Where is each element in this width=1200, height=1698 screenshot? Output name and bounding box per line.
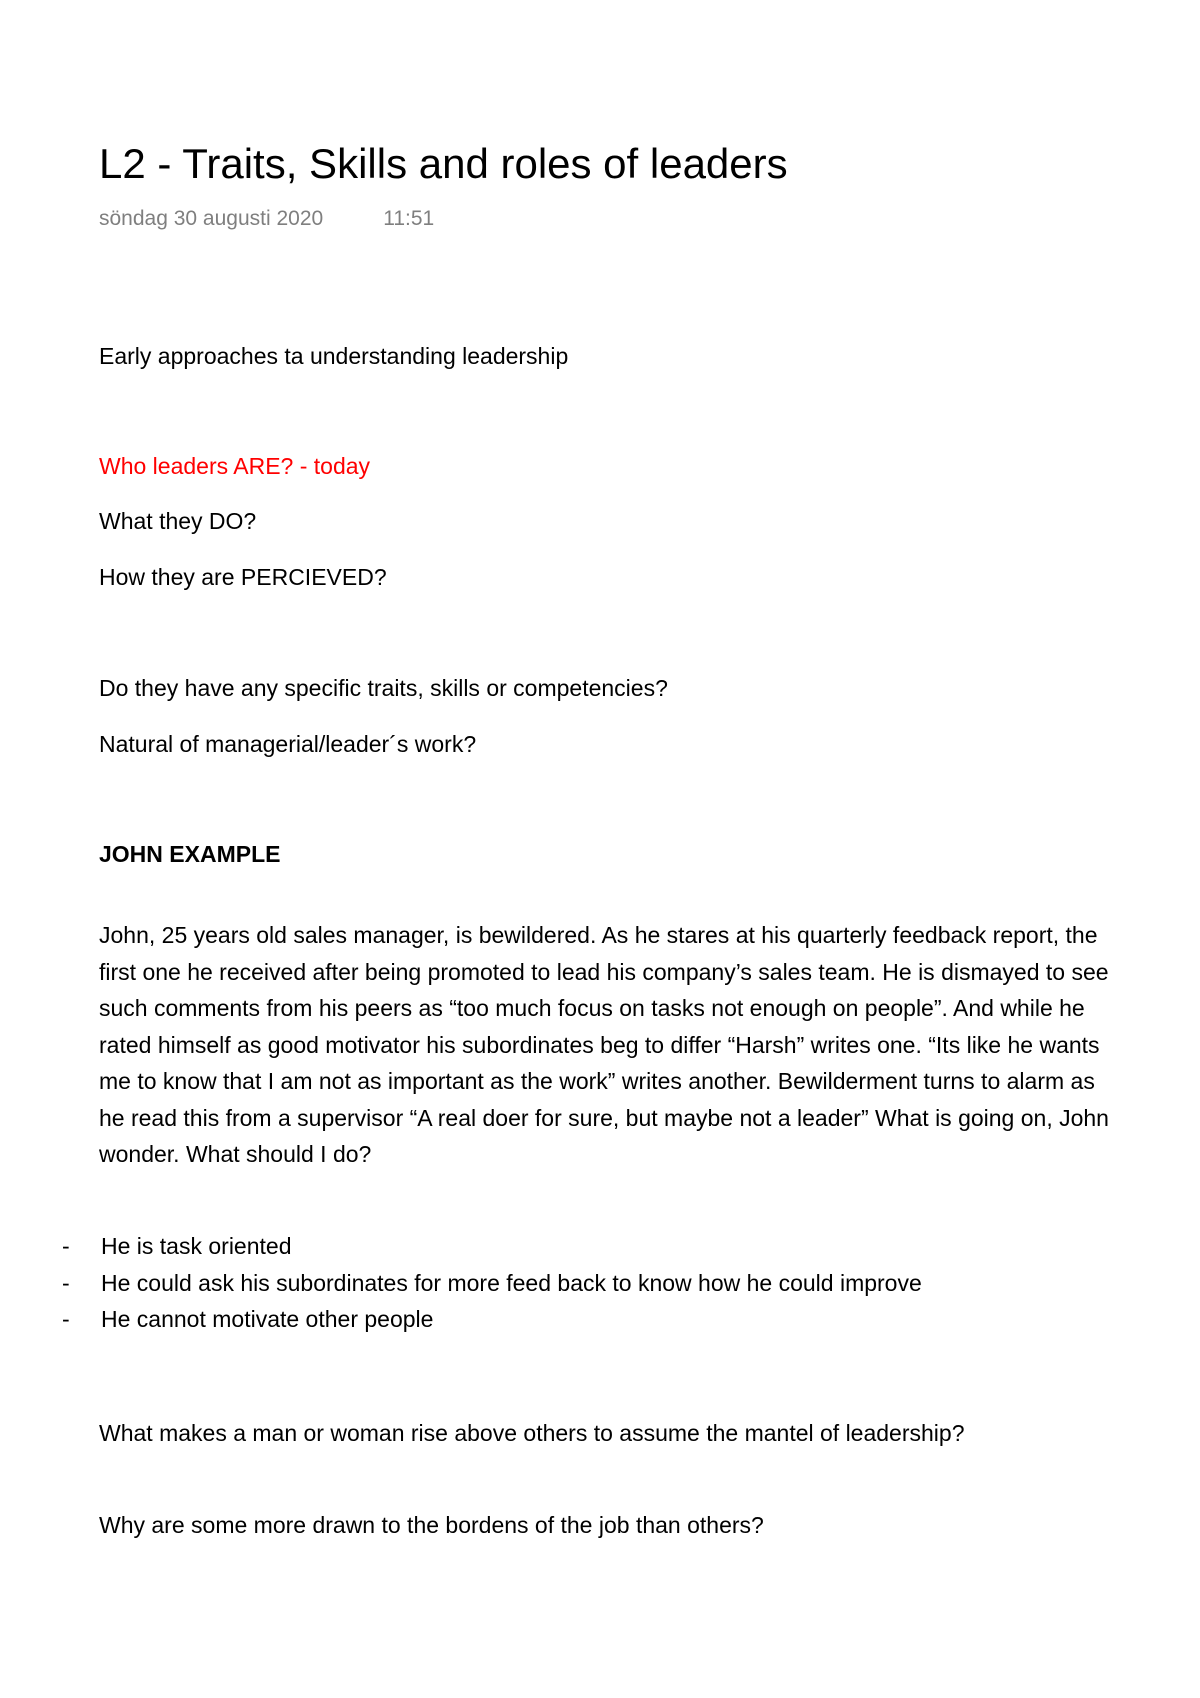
note-time: 11:51: [383, 207, 435, 230]
list-item: [60, 1301, 922, 1338]
answer-list: [60, 1228, 922, 1338]
example-paragraph: John, 25 years old sales manager, is bewildered. As he stares at his quarterly feedback report, the first one he received after being promoted to lead his company’s sales team. He is dismayed to see such comments from his peers as “too much focus on tasks not enough on people”. And while he rated himself as good motivator his subordinates beg to differ “Harsh” writes one. “Its like he wants me to know that I am not as important as the work” writes another. Bewilderment turns to alarm as he read this from a supervisor “A real doer for sure, but maybe not a leader” What is going on, John wonder. What should I do?: [99, 922, 1109, 1167]
list-item-text: He is task oriented: [101, 1233, 292, 1259]
list-item: [60, 1228, 922, 1265]
bullet-dash: -: [62, 1269, 70, 1296]
list-item-text: He could ask his subordinates for more feed back to know how he could improve: [101, 1269, 922, 1296]
list-item-text: He cannot motivate other people: [101, 1306, 434, 1332]
note-timestamp: [99, 205, 434, 233]
question-rise-above: What makes a man or woman rise above others to assume the mantel of leadership?: [99, 1420, 965, 1446]
question-what-do: What they DO?: [99, 508, 257, 534]
question-natural-work: Natural of managerial/leader´s work?: [99, 731, 477, 757]
bullet-dash: -: [62, 1233, 70, 1259]
bullet-dash: -: [62, 1306, 70, 1332]
question-perceived: How they are PERCIEVED?: [99, 564, 387, 590]
question-who-are: Who leaders ARE? - today: [99, 453, 371, 479]
example-heading: JOHN EXAMPLE: [99, 841, 281, 867]
page-title: L2 - Traits, Skills and roles of leaders: [99, 140, 788, 187]
question-traits: Do they have any specific traits, skills or competencies?: [99, 675, 668, 701]
question-drawn-to-job: Why are some more drawn to the bordens of the job than others?: [99, 1512, 764, 1538]
note-date: söndag 30 augusti 2020: [99, 207, 324, 230]
intro-line: Early approaches ta understanding leadership: [99, 343, 569, 369]
list-item: [60, 1265, 922, 1302]
